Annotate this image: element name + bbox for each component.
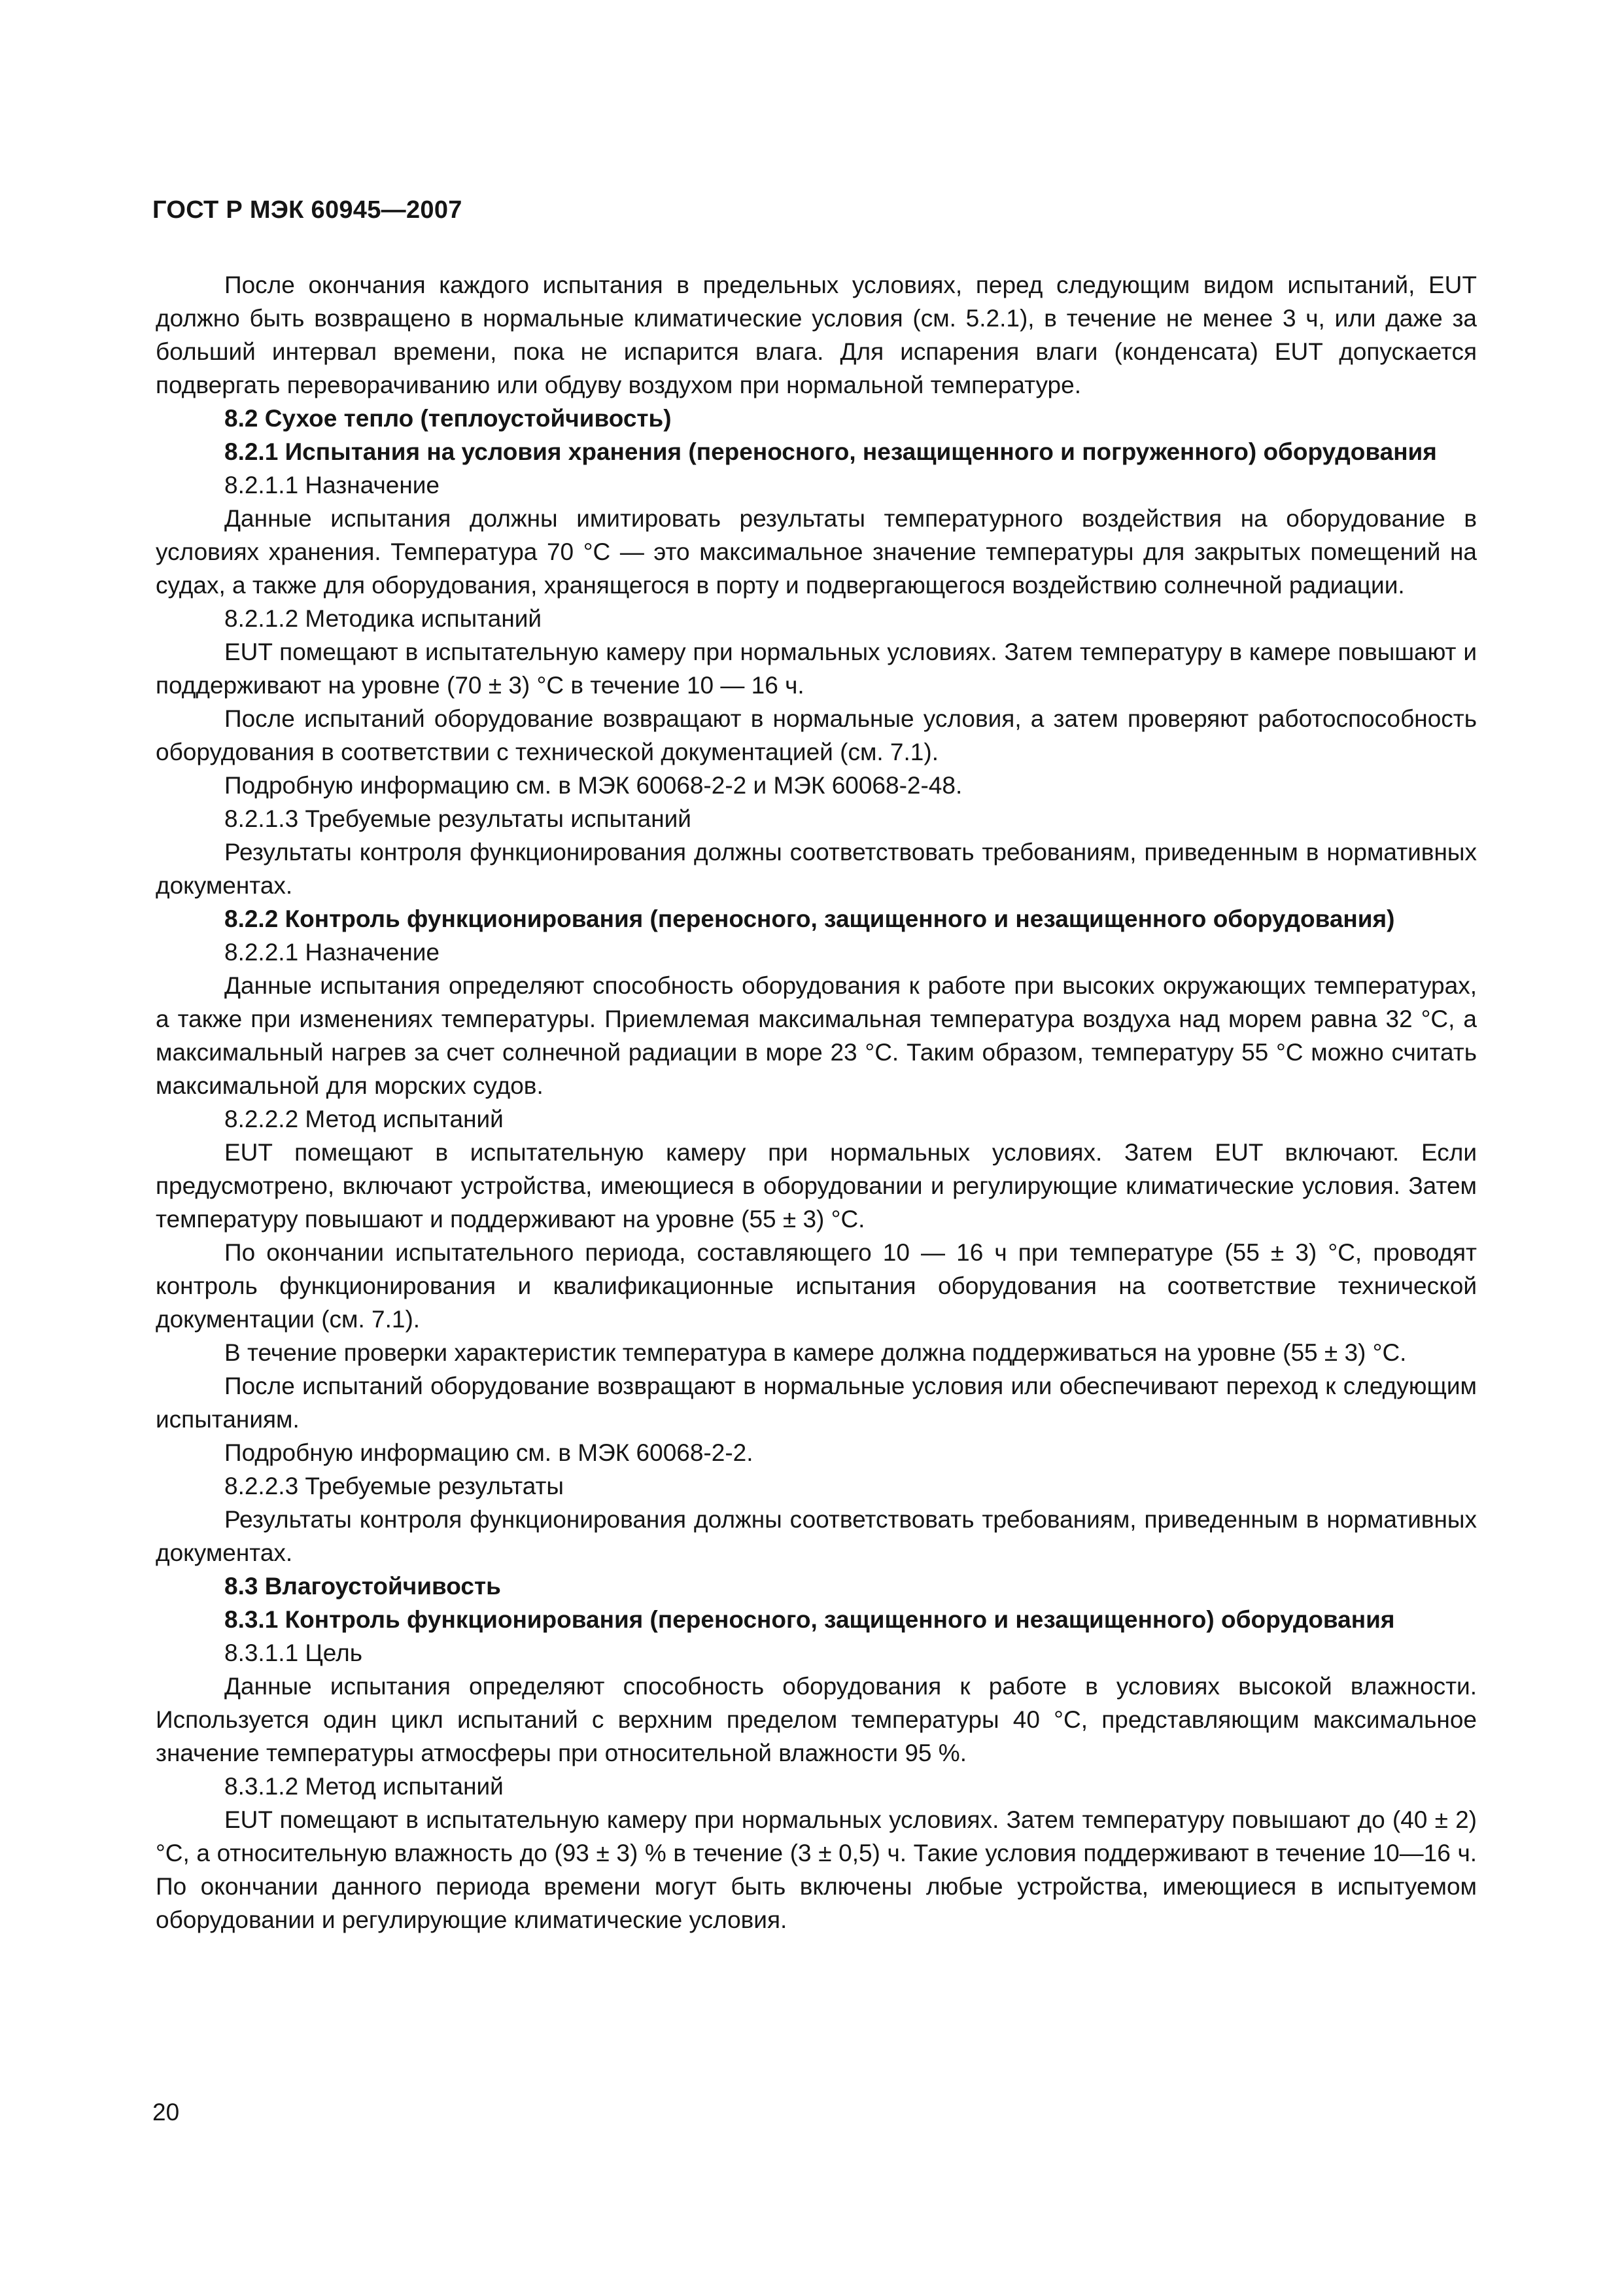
clause-heading: 8.2.2.2 Метод испытаний bbox=[224, 1106, 504, 1132]
body-paragraph: EUT помещают в испытательную камеру при нормальных условиях. Затем температуру в камере повышают и поддерживают на уровне (70 ± 3) °С в течение 10 — 16 ч. bbox=[156, 639, 1477, 699]
body-paragraph: Подробную информацию см. в МЭК 60068-2-2. bbox=[224, 1439, 753, 1466]
body-paragraph: После испытаний оборудование возвращают в нормальные условия или обеспечивают переход к следующим испытаниям. bbox=[156, 1373, 1477, 1433]
body-paragraph: Результаты контроля функционирования должны соответствовать требованиям, приведенным в нормативных документах. bbox=[156, 839, 1477, 899]
body-paragraph: EUT помещают в испытательную камеру при нормальных условиях. Затем температуру повышают до (40 ± 2) °С, а относительную влажность до (93 ± 3) % в течение (3 ± 0,5) ч. Такие условия поддерживают в течение 10—16 ч. По окончании данного периода времени могут быть включены любые устройства, имеющиеся в испытуемом оборудовании и регулирующие климатические условия. bbox=[156, 1806, 1477, 1933]
body-paragraph: EUT помещают в испытательную камеру при нормальных условиях. Затем EUT включают. Если предусмотрено, включают устройства, имеющиеся в оборудовании и регулирующие климатические условия. Затем температуру повышают и поддерживают на уровне (55 ± 3) °С. bbox=[156, 1139, 1477, 1233]
page-number: 20 bbox=[152, 2099, 180, 2126]
body-paragraph: Данные испытания определяют способность оборудования к работе в условиях высокой влажности. Используется один цикл испытаний с верхним пределом температуры 40 °С, представляющим максимальное значение температуры атмосферы при относительной влажности 95 %. bbox=[156, 1673, 1477, 1766]
clause-heading: 8.3.1.1 Цель bbox=[224, 1639, 363, 1666]
body-paragraph: Данные испытания определяют способность оборудования к работе при высоких окружающих температурах, а также при изменениях температуры. Приемлемая максимальная температура воздуха над морем равна 32 °С, а максимальный нагрев за счет солнечной радиации в море 23 °С. Таким образом, температуру 55 °С можно считать максимальной для морских судов. bbox=[156, 972, 1477, 1099]
subsection-heading: 8.3.1 Контроль функционирования (переносного, защищенного и незащищенного) оборудования bbox=[224, 1606, 1395, 1633]
clause-heading: 8.3.1.2 Метод испытаний bbox=[224, 1773, 504, 1800]
document-header: ГОСТ Р МЭК 60945—2007 bbox=[152, 196, 462, 224]
clause-heading: 8.2.2.1 Назначение bbox=[224, 939, 440, 966]
body-paragraph: По окончании испытательного периода, составляющего 10 — 16 ч при температуре (55 ± 3) °С, проводят контроль функционирования и квалификационные испытания оборудования на соответствие технической документации (см. 7.1). bbox=[156, 1239, 1477, 1333]
body-paragraph: После окончания каждого испытания в предельных условиях, перед следующим видом испытаний, EUT должно быть возвращено в нормальные климатические условия (см. 5.2.1), в течение не менее 3 ч, или даже за больший интервал времени, пока не испарится влага. Для испарения влаги (конденсата) EUT допускается подвергать переворачиванию или обдуву воздухом при нормальной температуре. bbox=[156, 272, 1477, 398]
body-paragraph: Результаты контроля функционирования должны соответствовать требованиям, приведенным в нормативных документах. bbox=[156, 1506, 1477, 1566]
clause-heading: 8.2.2.3 Требуемые результаты bbox=[224, 1473, 564, 1499]
document-body bbox=[156, 268, 1477, 1936]
body-paragraph: Подробную информацию см. в МЭК 60068-2-2 и МЭК 60068-2-48. bbox=[224, 772, 963, 799]
body-paragraph: После испытаний оборудование возвращают в нормальные условия, а затем проверяют работоспособность оборудования в соответствии с технической документацией (см. 7.1). bbox=[156, 705, 1477, 765]
clause-heading: 8.2.1.1 Назначение bbox=[224, 472, 440, 499]
subsection-heading: 8.2.1 Испытания на условия хранения (переносного, незащищенного и погруженного) оборудования bbox=[224, 438, 1437, 465]
section-heading: 8.2 Сухое тепло (теплоустойчивость) bbox=[224, 405, 672, 432]
clause-heading: 8.2.1.3 Требуемые результаты испытаний bbox=[224, 805, 691, 832]
body-paragraph: Данные испытания должны имитировать результаты температурного воздействия на оборудование в условиях хранения. Температура 70 °С — это максимальное значение температуры для закрытых помещений на судах, а также для оборудования, хранящегося в порту и подвергающегося воздействию солнечной радиации. bbox=[156, 505, 1477, 599]
section-heading: 8.3 Влагоустойчивость bbox=[224, 1573, 501, 1600]
clause-heading: 8.2.1.2 Методика испытаний bbox=[224, 605, 542, 632]
subsection-heading: 8.2.2 Контроль функционирования (переносного, защищенного и незащищенного оборудования) bbox=[224, 905, 1395, 932]
body-paragraph: В течение проверки характеристик температура в камере должна поддерживаться на уровне (55 ± 3) °С. bbox=[224, 1339, 1407, 1366]
